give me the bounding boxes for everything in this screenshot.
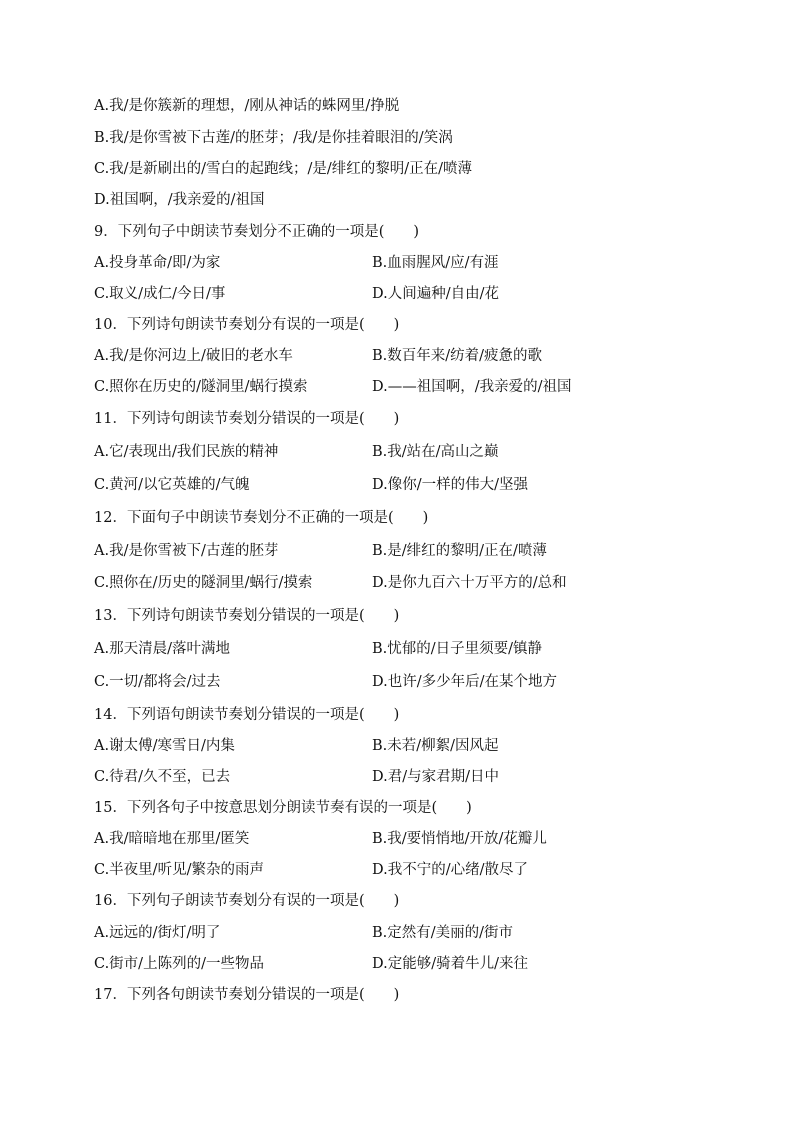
answer-option: B.数百年来/纺着/疲惫的歌 (372, 348, 543, 364)
answer-option: B.我/是你雪被下古莲/的胚芽；/我/是你挂着眼泪的/笑涡 (94, 130, 453, 146)
answer-option: C.一切/都将会/过去 (94, 674, 221, 690)
answer-option: A.投身革命/即/为家 (94, 255, 221, 271)
question-stem: 9．下列句子中朗读节奏划分不正确的一项是( ) (94, 224, 420, 240)
question-stem: 14．下列语句朗读节奏划分错误的一项是( ) (94, 707, 400, 723)
answer-option: A.我/是你簇新的理想，/刚从神话的蛛网里/挣脱 (94, 98, 400, 114)
answer-option: C.照你在/历史的隧洞里/蜗行/摸索 (94, 575, 313, 591)
answer-option: D.人间遍种/自由/花 (372, 286, 499, 302)
answer-option: C.照你在历史的/隧洞里/蜗行摸索 (94, 379, 308, 395)
answer-option: D.是你九百六十万平方的/总和 (372, 575, 567, 591)
answer-option: A.我/暗暗地在那里/匿笑 (94, 831, 250, 847)
question-stem: 16．下列句子朗读节奏划分有误的一项是( ) (94, 893, 400, 909)
answer-option: A.那天清晨/落叶满地 (94, 641, 230, 657)
question-stem: 10．下列诗句朗读节奏划分有误的一项是( ) (94, 317, 400, 333)
answer-option: A.它/表现出/我们民族的精神 (94, 444, 279, 460)
answer-option: B.未若/柳絮/因风起 (372, 738, 499, 754)
answer-option: D.也许/多少年后/在某个地方 (372, 674, 557, 690)
answer-option: B.定然有/美丽的/街市 (372, 925, 514, 941)
answer-option: A.我/是你河边上/破旧的老水车 (94, 348, 293, 364)
answer-option: B.忧郁的/日子里须要/镇静 (372, 641, 543, 657)
answer-option: C.取义/成仁/今日/事 (94, 286, 226, 302)
answer-option: D.我不宁的/心绪/散尽了 (372, 862, 528, 878)
answer-option: C.黄河/以它英雄的/气魄 (94, 477, 250, 493)
answer-option: A.我/是你雪被下/古莲的胚芽 (94, 543, 279, 559)
question-stem: 13．下列诗句朗读节奏划分错误的一项是( ) (94, 608, 400, 624)
answer-option: B.我/站在/高山之巅 (372, 444, 499, 460)
question-stem: 11．下列诗句朗读节奏划分错误的一项是( ) (94, 411, 400, 427)
answer-option: C.街市/上陈列的/一些物品 (94, 956, 264, 972)
answer-option: D.君/与家君期/日中 (372, 769, 499, 785)
answer-option: C.待君/久不至，已去 (94, 769, 231, 785)
answer-option: B.我/要悄悄地/开放/花瓣儿 (372, 831, 547, 847)
answer-option: D.像你/一样的伟大/坚强 (372, 477, 528, 493)
question-stem: 17．下列各句朗读节奏划分错误的一项是( ) (94, 987, 400, 1003)
answer-option: C.半夜里/听见/繁杂的雨声 (94, 862, 264, 878)
answer-option: A.远远的/街灯/明了 (94, 925, 221, 941)
answer-option: D.——祖国啊，/我亲爱的/祖国 (372, 379, 572, 395)
answer-option: B.血雨腥风/应/有涯 (372, 255, 499, 271)
answer-option: C.我/是新刷出的/雪白的起跑线；/是/绯红的黎明/正在/喷薄 (94, 161, 472, 177)
answer-option: A.谢太傅/寒雪日/内集 (94, 738, 235, 754)
question-stem: 15．下列各句子中按意思划分朗读节奏有误的一项是( ) (94, 800, 472, 816)
question-stem: 12．下面句子中朗读节奏划分不正确的一项是( ) (94, 510, 429, 526)
answer-option: D.祖国啊，/我亲爱的/祖国 (94, 192, 265, 208)
answer-option: B.是/绯红的黎明/正在/喷薄 (372, 543, 547, 559)
answer-option: D.定能够/骑着牛儿/来往 (372, 956, 528, 972)
